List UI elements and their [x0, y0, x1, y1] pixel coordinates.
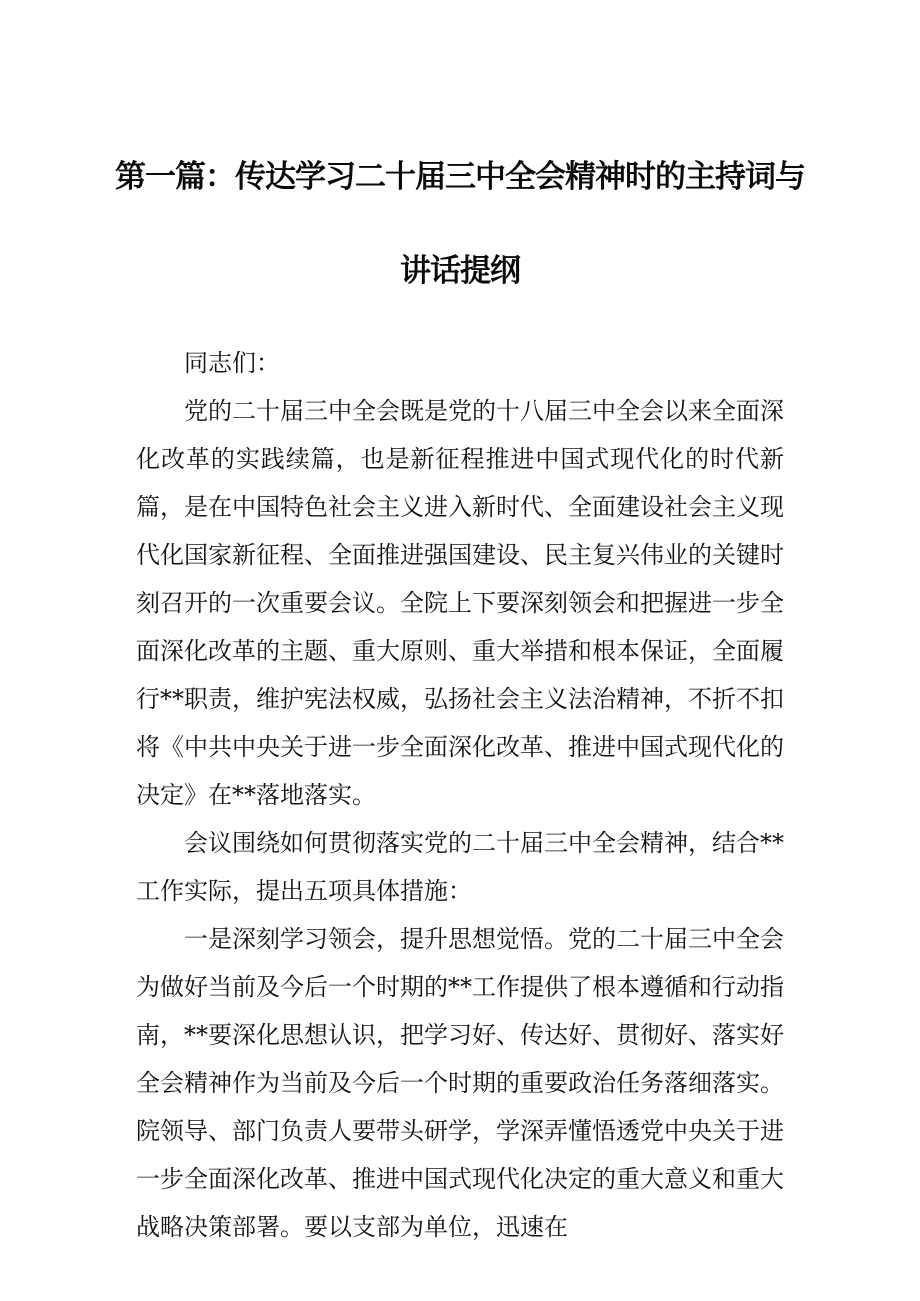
salutation-paragraph: 同志们： [184, 349, 280, 377]
document-title-line-2: 讲话提纲 [400, 253, 520, 289]
body-paragraph: 会议围绕如何贯彻落实党的二十届三中全会精神，结合**工作实际，提出五项具体措施： [136, 829, 784, 905]
body-paragraph: 一是深刻学习领会，提升思想觉悟。党的二十届三中全会为做好当前及今后一个时期的**工作提供了根本遵循和行动指南，**要深化思想认识，把学习好、传达好、贯彻好、落实好全会精神作为当前及今后一个时期的重要政治任务落细落实。院领导、部门负责人要带头研学，学深弄懂悟透党中央关于进一步全面深化改革、推进中国式现代化决定的重大意义和重大战略决策部署。要以支部为单位，迅速在 [136, 925, 784, 1241]
body-paragraph: 党的二十届三中全会既是党的十八届三中全会以来全面深化改革的实践续篇，也是新征程推进中国式现代化的时代新篇，是在中国特色社会主义进入新时代、全面建设社会主义现代化国家新征程、全面推进强国建设、民主复兴伟业的关键时刻召开的一次重要会议。全院上下要深刻领会和把握进一步全面深化改革的主题、重大原则、重大举措和根本保证，全面履行**职责，维护宪法权威，弘扬社会主义法治精神，不折不扣将《中共中央关于进一步全面深化改革、推进中国式现代化的决定》在**落地落实。 [136, 397, 784, 809]
document-title-line-1: 第一篇：传达学习二十届三中全会精神时的主持词与 [115, 159, 805, 195]
document-body [136, 339, 784, 1251]
